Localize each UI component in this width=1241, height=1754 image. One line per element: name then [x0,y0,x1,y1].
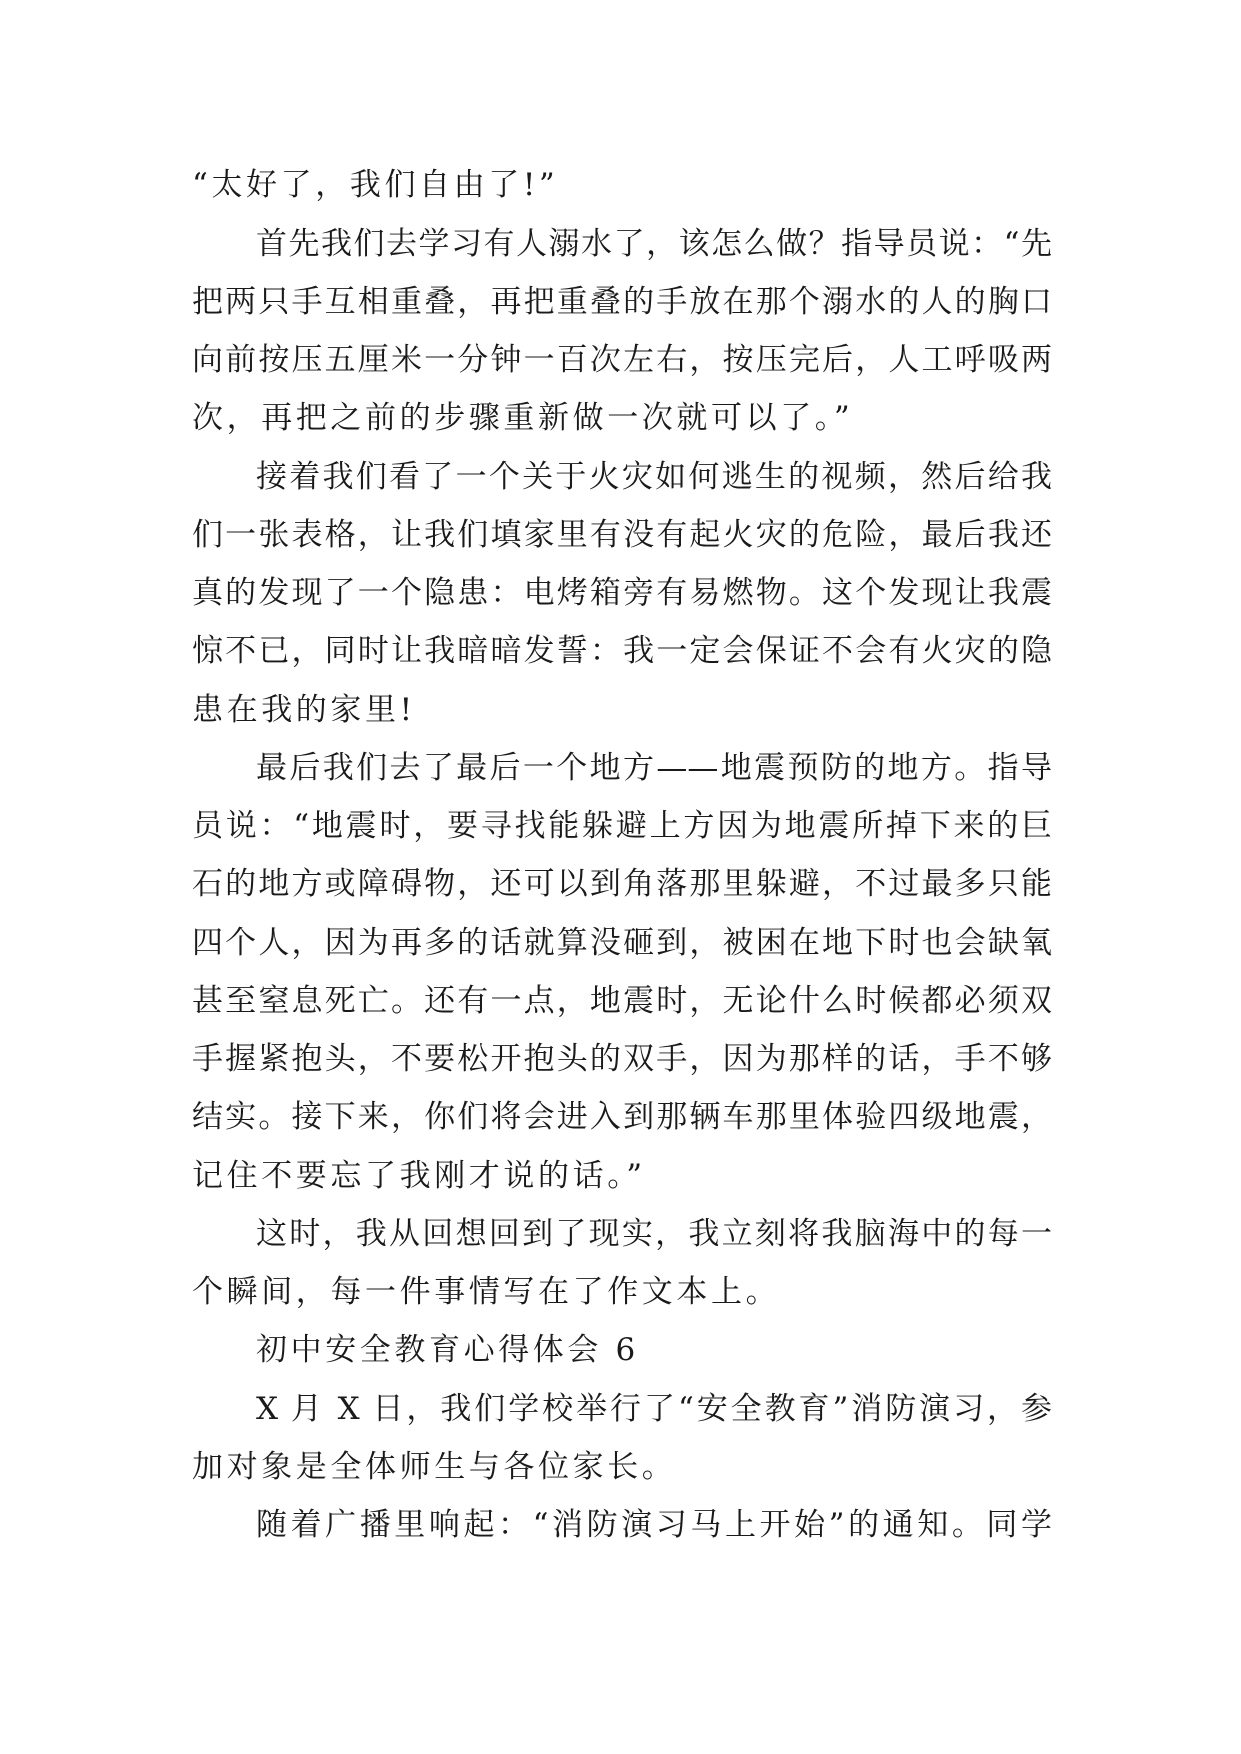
text-line: 甚至窒息死亡。还有一点，地震时，无论什么时候都必须双 [192,983,1052,1019]
section-heading: 初中安全教育心得体会 6 [256,1332,639,1368]
text-line: 手握紧抱头，不要松开抱头的双手，因为那样的话，手不够 [192,1041,1052,1077]
text-line: 把两只手互相重叠，再把重叠的手放在那个溺水的人的胸口 [192,284,1052,320]
paragraph-first-line: 首先我们去学习有人溺水了，该怎么做？指导员说：“先 [256,226,1052,262]
paragraph-first-line: 这时，我从回想回到了现实，我立刻将我脑海中的每一 [256,1216,1052,1252]
text-line: 石的地方或障碍物，还可以到角落那里躲避，不过最多只能 [192,866,1052,902]
text-line: “太好了，我们自由了!” [192,167,559,203]
paragraph-first-line: 最后我们去了最后一个地方——地震预防的地方。指导 [256,750,1052,786]
text-line: 员说：“地震时，要寻找能躲避上方因为地震所掉下来的巨 [192,808,1052,844]
text-line: 个瞬间，每一件事情写在了作文本上。 [192,1274,781,1310]
text-line: 次，再把之前的步骤重新做一次就可以了。” [192,400,854,436]
paragraph-first-line: X 月 X 日，我们学校举行了“安全教育”消防演习，参 [256,1391,1052,1427]
text-line: 向前按压五厘米一分钟一百次左右，按压完后，人工呼吸两 [192,342,1052,378]
paragraph-first-line: 随着广播里响起：“消防演习马上开始”的通知。同学 [256,1507,1052,1543]
text-line: 记住不要忘了我刚才说的话。” [192,1158,646,1194]
text-line: 真的发现了一个隐患：电烤箱旁有易燃物。这个发现让我震 [192,575,1052,611]
text-line: 患在我的家里! [192,692,416,728]
text-line: 们一张表格，让我们填家里有没有起火灾的危险，最后我还 [192,517,1052,553]
text-line: 惊不已，同时让我暗暗发誓：我一定会保证不会有火灾的隐 [192,633,1052,669]
text-line: 结实。接下来，你们将会进入到那辆车那里体验四级地震， [192,1099,1052,1135]
paragraph-first-line: 接着我们看了一个关于火灾如何逃生的视频，然后给我 [256,459,1052,495]
text-line: 四个人，因为再多的话就算没砸到，被困在地下时也会缺氧 [192,925,1052,961]
text-line: 加对象是全体师生与各位家长。 [192,1449,677,1485]
